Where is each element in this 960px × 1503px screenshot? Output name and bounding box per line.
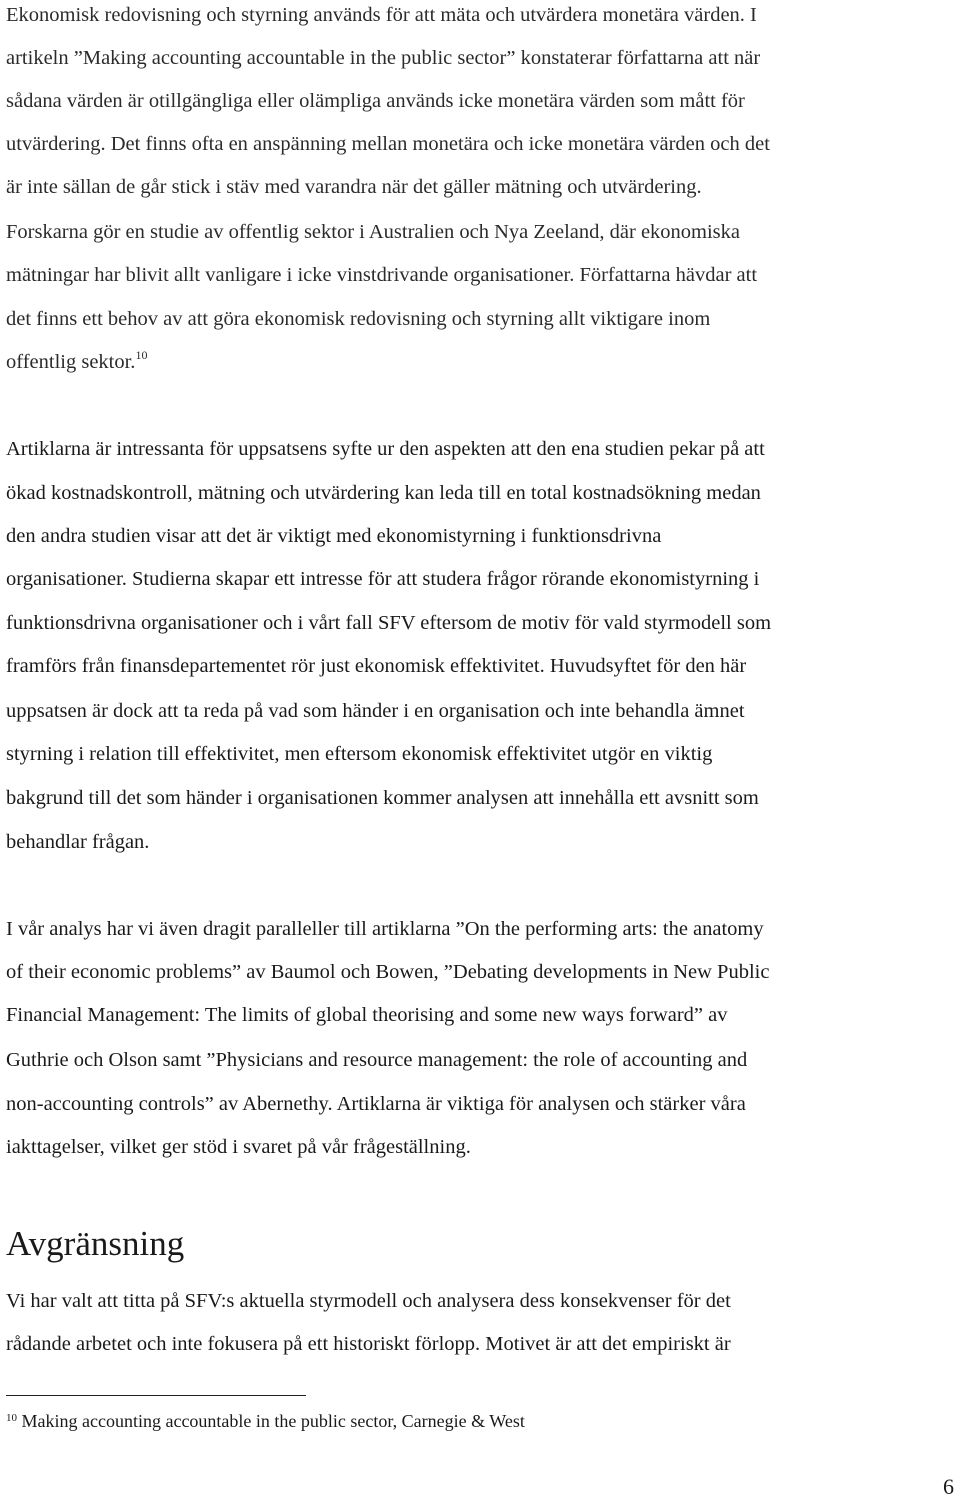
- section-heading: Avgränsning: [6, 1224, 185, 1263]
- text-line: bakgrund till det som händer i organisationen kommer analysen att innehålla ett avsnitt som: [6, 787, 759, 809]
- text-line: Vi har valt att titta på SFV:s aktuella styrmodell och analysera dess konsekvenser för det: [6, 1290, 731, 1312]
- footnote-reference[interactable]: 10: [135, 348, 148, 362]
- text-line: Forskarna gör en studie av offentlig sektor i Australien och Nya Zeeland, där ekonomiska: [6, 221, 741, 243]
- text-line: den andra studien visar att det är viktigt med ekonomistyrning i funktionsdrivna: [6, 525, 662, 547]
- text-line: non-accounting controls” av Abernethy. Artiklarna är viktiga för analysen och stärker våra: [6, 1093, 746, 1115]
- text-line: iakttagelser, vilket ger stöd i svaret på vår frågeställning.: [6, 1136, 471, 1158]
- text-line: sådana värden är otillgängliga eller olämpliga används icke monetära värden som mått för: [6, 90, 745, 112]
- text-line: I vår analys har vi även dragit paralleller till artiklarna ”On the performing arts: the anatomy: [6, 918, 764, 940]
- footnote-text: Making accounting accountable in the public sector, Carnegie & West: [21, 1411, 525, 1431]
- text-line: utvärdering. Det finns ofta en anspänning mellan monetära och icke monetära värden och det: [6, 133, 770, 155]
- text-line: uppsatsen är dock att ta reda på vad som händer i en organisation och inte behandla ämnet: [6, 700, 745, 722]
- text-line: of their economic problems” av Baumol och Bowen, ”Debating developments in New Public: [6, 961, 770, 983]
- footnote-number: 10: [6, 1412, 17, 1424]
- page-number: 6: [943, 1474, 954, 1499]
- footnote: [6, 1410, 525, 1432]
- text-line: rådande arbetet och inte fokusera på ett historiskt förlopp. Motivet är att det empiriskt är: [6, 1333, 731, 1355]
- text-line: Financial Management: The limits of global theorising and some new ways forward” av: [6, 1004, 728, 1026]
- text-line: mätningar har blivit allt vanligare i icke vinstdrivande organisationer. Författarna hävdar att: [6, 264, 758, 286]
- text-line: artikeln ”Making accounting accountable in the public sector” konstaterar författarna att när: [6, 47, 761, 69]
- text-line: Guthrie och Olson samt ”Physicians and resource management: the role of accounting and: [6, 1049, 748, 1071]
- footnote-divider: [6, 1395, 306, 1396]
- text-line: framförs från finansdepartementet rör just ekonomisk effektivitet. Huvudsyftet för den här: [6, 655, 747, 677]
- text-line-last: [6, 349, 147, 375]
- text-line: behandlar frågan.: [6, 831, 150, 853]
- text-line: Ekonomisk redovisning och styrning används för att mäta och utvärdera monetära värden. I: [6, 4, 757, 26]
- text-span: offentlig sektor.: [6, 351, 136, 373]
- text-line: är inte sällan de går stick i stäv med varandra när det gäller mätning och utvärdering.: [6, 176, 702, 198]
- text-line: ökad kostnadskontroll, mätning och utvärdering kan leda till en total kostnadsökning medan: [6, 482, 761, 504]
- text-line: Artiklarna är intressanta för uppsatsens syfte ur den aspekten att den ena studien pekar på att: [6, 438, 765, 460]
- text-line: det finns ett behov av att göra ekonomisk redovisning och styrning allt viktigare inom: [6, 308, 711, 330]
- text-line: funktionsdrivna organisationer och i vårt fall SFV eftersom de motiv för vald styrmodell som: [6, 612, 772, 634]
- text-line: styrning i relation till effektivitet, men eftersom ekonomisk effektivitet utgör en viktig: [6, 743, 713, 765]
- text-line: organisationer. Studierna skapar ett intresse för att studera frågor rörande ekonomistyrning i: [6, 568, 760, 590]
